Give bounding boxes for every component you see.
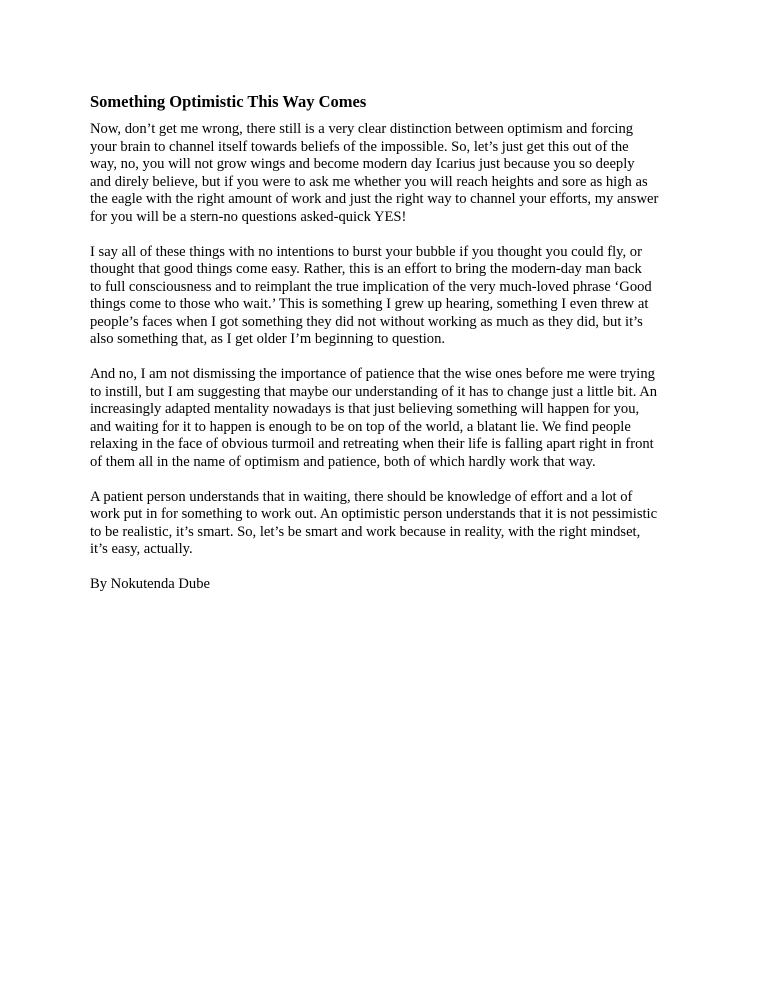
text-line: the eagle with the right amount of work and just the right way to channel your efforts, my answer	[90, 191, 659, 207]
text-line: work put in for something to work out. An optimistic person understands that it is not pessimistic	[90, 506, 658, 522]
author-byline: By Nokutenda Dube	[90, 576, 210, 592]
text-line: way, no, you will not grow wings and become modern day Icarius just because you so deeply	[90, 156, 635, 172]
text-line: people’s faces when I got something they did not without working as much as they did, but it’s	[90, 313, 643, 330]
text-line: to be realistic, it’s smart. So, let’s be smart and work because in reality, with the right mindset,	[90, 523, 641, 540]
paragraph-3	[90, 366, 690, 471]
article	[90, 92, 690, 594]
text-line: to instill, but I am suggesting that maybe our understanding of it has to change just a little bit. An	[90, 383, 658, 400]
text-line: A patient person understands that in waiting, there should be knowledge of effort and a lot of	[90, 488, 633, 505]
article-title: Something Optimistic This Way Comes	[90, 92, 367, 111]
text-line: things come to those who wait.’ This is something I grew up hearing, something I even threw at	[90, 296, 649, 312]
paragraph-2	[90, 244, 690, 349]
text-line: your brain to channel itself towards beliefs of the impossible. So, let’s just get this out of the	[90, 138, 629, 155]
text-line: to full consciousness and to reimplant the true implication of the very much-loved phrase ‘Good	[90, 278, 652, 295]
text-line: and waiting for it to happen is enough to be on top of the world, a blatant lie. We find people	[90, 418, 631, 435]
text-line: Now, don’t get me wrong, there still is a very clear distinction between optimism and forcing	[90, 121, 634, 137]
text-line: of them all in the name of optimism and patience, both of which hardly work that way.	[90, 453, 596, 470]
text-line: and direly believe, but if you were to ask me whether you will reach heights and sore as high as	[90, 173, 648, 190]
paragraph-4	[90, 489, 690, 559]
text-line: it’s easy, actually.	[90, 541, 193, 557]
text-line: thought that good things come easy. Rather, this is an effort to bring the modern-day man back	[90, 261, 642, 277]
text-line: also something that, as I get older I’m beginning to question.	[90, 331, 446, 347]
text-line: relaxing in the face of obvious turmoil and retreating when their life is falling apart right in front	[90, 436, 654, 452]
text-line: for you will be a stern-no questions asked-quick YES!	[90, 208, 407, 225]
text-line: And no, I am not dismissing the importance of patience that the wise ones before me were trying	[90, 366, 655, 382]
text-line: I say all of these things with no intentions to burst your bubble if you thought you could fly, or	[90, 243, 642, 260]
paragraph-1	[90, 121, 690, 226]
text-line: increasingly adapted mentality nowadays is that just believing something will happen for you,	[90, 401, 640, 417]
